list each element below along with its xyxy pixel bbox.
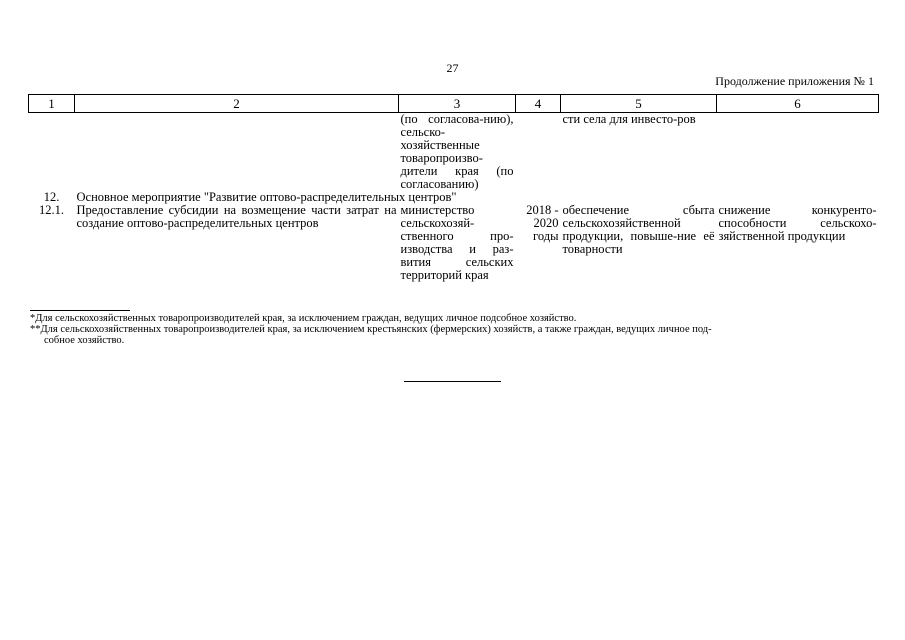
executor-cell: министерство сельскохозяй-ственного про-изводства и раз-вития сельских территорий края [400,203,514,282]
expected-result-cell: обеспечение сбыта сельскохозяйственной продукции, повыше-ние её товарности [562,203,715,256]
column-header: 1 [29,95,75,113]
table-header-row [29,95,879,113]
measure-description-cell: Предоставление субсидии на возмещение части затрат на создание оптово-распределительных центров [76,203,397,230]
column-header: 2 [75,95,399,113]
footnote-divider [30,310,130,311]
page-number: 27 [446,61,459,75]
column-header: 3 [399,95,516,113]
column-header: 5 [561,95,717,113]
column-header: 4 [516,95,561,113]
table-row-carryover [29,113,879,192]
footnotes [30,313,878,346]
column-header: 6 [717,95,879,113]
measure-title: Основное мероприятие "Развитие оптово-распределительных центров" [76,190,457,204]
appendix-table [28,94,879,282]
footnote-2-line-1: **Для сельскохозяйственных товаропроизводителей края, за исключением крестьянских (фермерских) хозяйств, а также граждан, ведущих личное под- [30,324,712,335]
footnote-1: *Для сельскохозяйственных товаропроизводителей края, за исключением граждан, ведущих личное подсобное хозяйство. [30,313,577,324]
footnote-2-line-2: собное хозяйство. [44,335,125,346]
row-number: 12.1. [39,203,64,217]
consequence-cell: снижение конкуренто-способности сельскохо-зяйственной продукции [718,203,877,243]
executor-cell: (по согласова-нию), сельско-хозяйственные товаропроизво-дители края (по согласованию) [400,112,514,191]
table-row-measure-12-1 [29,204,879,282]
period-line: 2020 [533,216,559,230]
period-cell [516,204,561,282]
period-line: годы [533,229,559,243]
period-line: 2018 - [526,203,559,217]
appendix-continuation-label: Продолжение приложения № 1 [715,74,874,88]
end-divider [404,381,501,382]
row-number: 12. [43,190,60,204]
result-cell: сти села для инвесто-ров [562,112,696,126]
